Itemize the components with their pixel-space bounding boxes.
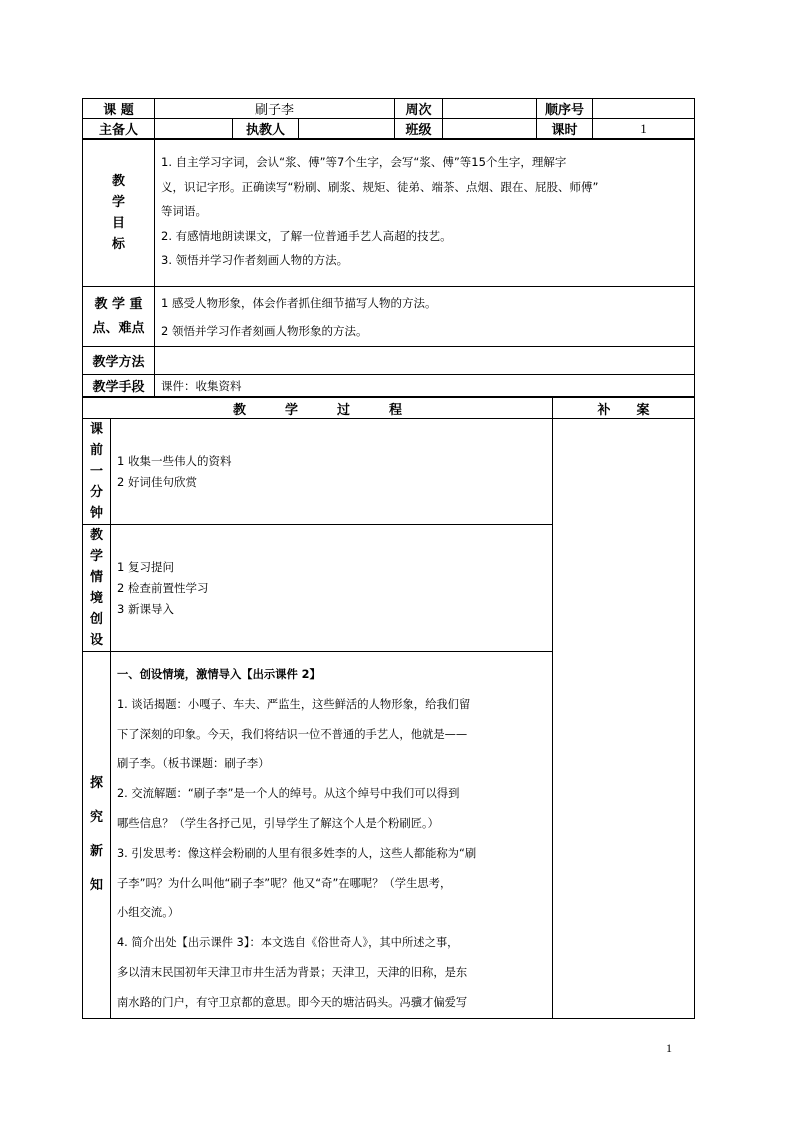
pre-class-label-char: 分	[89, 485, 103, 500]
explore-label	[83, 652, 111, 1019]
explore-line: 哪些信息？（学生各抒己见，引导学生了解这个人是个粉刷匠。）	[117, 816, 439, 830]
week-label: 周次	[395, 99, 443, 119]
objective-line: 3. 领悟并学习作者刻画人物的方法。	[161, 253, 349, 267]
process-table	[82, 397, 695, 1019]
explore-line: 2. 交流解题：“刷子李”是一个人的绰号。从这个绰号中我们可以得到	[117, 787, 460, 801]
class-value	[443, 119, 537, 139]
objective-line: 等词语。	[161, 204, 207, 218]
lead-value	[155, 119, 233, 139]
process-header: 教 学 过 程	[83, 398, 553, 419]
teacher-label: 执教人	[233, 119, 299, 139]
header-row-2	[83, 119, 695, 139]
objectives-label-char: 目	[111, 216, 125, 231]
pre-class-row	[83, 419, 695, 525]
explore-line: 刷子李。（板书课题：刷子李）	[117, 757, 270, 771]
order-label: 顺序号	[537, 99, 593, 119]
objective-line: 1. 自主学习字词，会认“浆、傅”等7个生字，会写“浆、傅”等15个生字，理解字	[161, 155, 567, 169]
situation-label	[83, 525, 111, 652]
explore-label-char: 知	[89, 877, 103, 893]
header-table	[82, 98, 695, 139]
pre-class-content	[111, 419, 553, 525]
means-value: 课件：收集资料	[155, 375, 695, 397]
period-value: 1	[593, 119, 695, 139]
situation-label-char: 设	[89, 633, 103, 648]
key-point-line: 1 感受人物形象，体会作者抓住细节描写人物的方法。	[161, 295, 437, 310]
key-points-row	[83, 287, 695, 347]
explore-section-title: 一、创设情境，激情导入【出示课件 2】	[117, 668, 321, 681]
objectives-row	[83, 140, 695, 287]
pre-class-line: 2 好词佳句欣赏	[117, 474, 197, 489]
situation-label-char: 教	[89, 528, 103, 543]
explore-content	[111, 652, 553, 1019]
lead-label: 主备人	[83, 119, 155, 139]
pre-class-label	[83, 419, 111, 525]
explore-line: 多以清末民国初年天津卫市井生活为背景；天津卫，天津的旧称，是东	[117, 965, 468, 979]
explore-line: 下了深刻的印象。今天，我们将结识一位不普通的手艺人，他就是——	[117, 727, 468, 741]
means-label: 教学手段	[83, 375, 155, 397]
situation-line: 3 新课导入	[117, 601, 174, 616]
key-points-label-line: 教 学 重	[94, 296, 143, 312]
explore-line: 1. 谈话揭题：小嘎子、车夫、严监生，这些鲜活的人物形象，给我们留	[117, 697, 471, 711]
key-points-content	[155, 287, 695, 347]
objectives-label-char: 教	[111, 174, 125, 189]
topic-value: 刷子李	[155, 99, 395, 119]
methods-label: 教学方法	[83, 347, 155, 375]
page-number: 1	[666, 1041, 672, 1055]
class-label: 班级	[395, 119, 443, 139]
objective-line: 义，识记字形。正确读写“粉刷、刷浆、规矩、徒弟、端茶、点烟、跟在、屁股、师傅”	[161, 179, 599, 194]
supplement-column	[553, 419, 695, 1019]
key-point-line: 2 领悟并学习作者刻画人物形象的方法。	[161, 323, 368, 338]
topic-label: 课 题	[83, 99, 155, 119]
pre-class-label-char: 前	[89, 443, 103, 458]
explore-line: 4. 简介出处【出示课件 3】：本文选自《俗世奇人》，其中所述之事，	[117, 936, 459, 950]
situation-label-char: 情	[89, 570, 103, 585]
order-value	[593, 99, 695, 119]
objectives-label-char: 学	[111, 195, 125, 210]
situation-line: 1 复习提问	[117, 559, 174, 574]
plan-table	[82, 139, 695, 397]
process-header-row	[83, 398, 695, 419]
pre-class-label-char: 课	[89, 422, 103, 437]
situation-label-char: 学	[89, 549, 103, 564]
supplement-header: 补 案	[553, 398, 695, 419]
means-row	[83, 375, 695, 397]
explore-label-char: 究	[89, 809, 103, 825]
explore-label-char: 新	[89, 843, 103, 859]
situation-content	[111, 525, 553, 652]
explore-label-char: 探	[89, 775, 103, 791]
explore-line: 南水路的门户，有守卫京都的意思。即今天的塘沽码头。冯骥才偏爱写	[117, 995, 468, 1009]
situation-label-char: 创	[89, 612, 103, 627]
objectives-label-char: 标	[111, 237, 125, 252]
key-points-label	[83, 287, 155, 347]
teacher-value	[299, 119, 395, 139]
objectives-content	[155, 140, 695, 287]
explore-line: 小组交流。）	[117, 906, 180, 920]
pre-class-label-char: 一	[89, 464, 103, 479]
objective-line: 2. 有感情地朗读课文，了解一位普通手艺人高超的技艺。	[161, 228, 452, 243]
pre-class-line: 1 收集一些伟人的资料	[117, 453, 232, 468]
objectives-label	[83, 140, 155, 287]
key-points-label-line: 点、难点	[92, 320, 145, 336]
pre-class-label-char: 钟	[89, 506, 103, 521]
explore-line: 子李”吗？为什么叫他“刷子李”呢？他又“奇”在哪呢？（学生思考，	[117, 876, 452, 890]
header-row-1	[83, 99, 695, 119]
methods-row	[83, 347, 695, 375]
situation-label-char: 境	[89, 591, 103, 606]
period-label: 课时	[537, 119, 593, 139]
methods-value	[155, 347, 695, 375]
explore-line: 3. 引发思考：像这样会粉刷的人里有很多姓李的人，这些人都能称为“刷	[117, 846, 477, 860]
situation-line: 2 检查前置性学习	[117, 580, 209, 595]
week-value	[443, 99, 537, 119]
